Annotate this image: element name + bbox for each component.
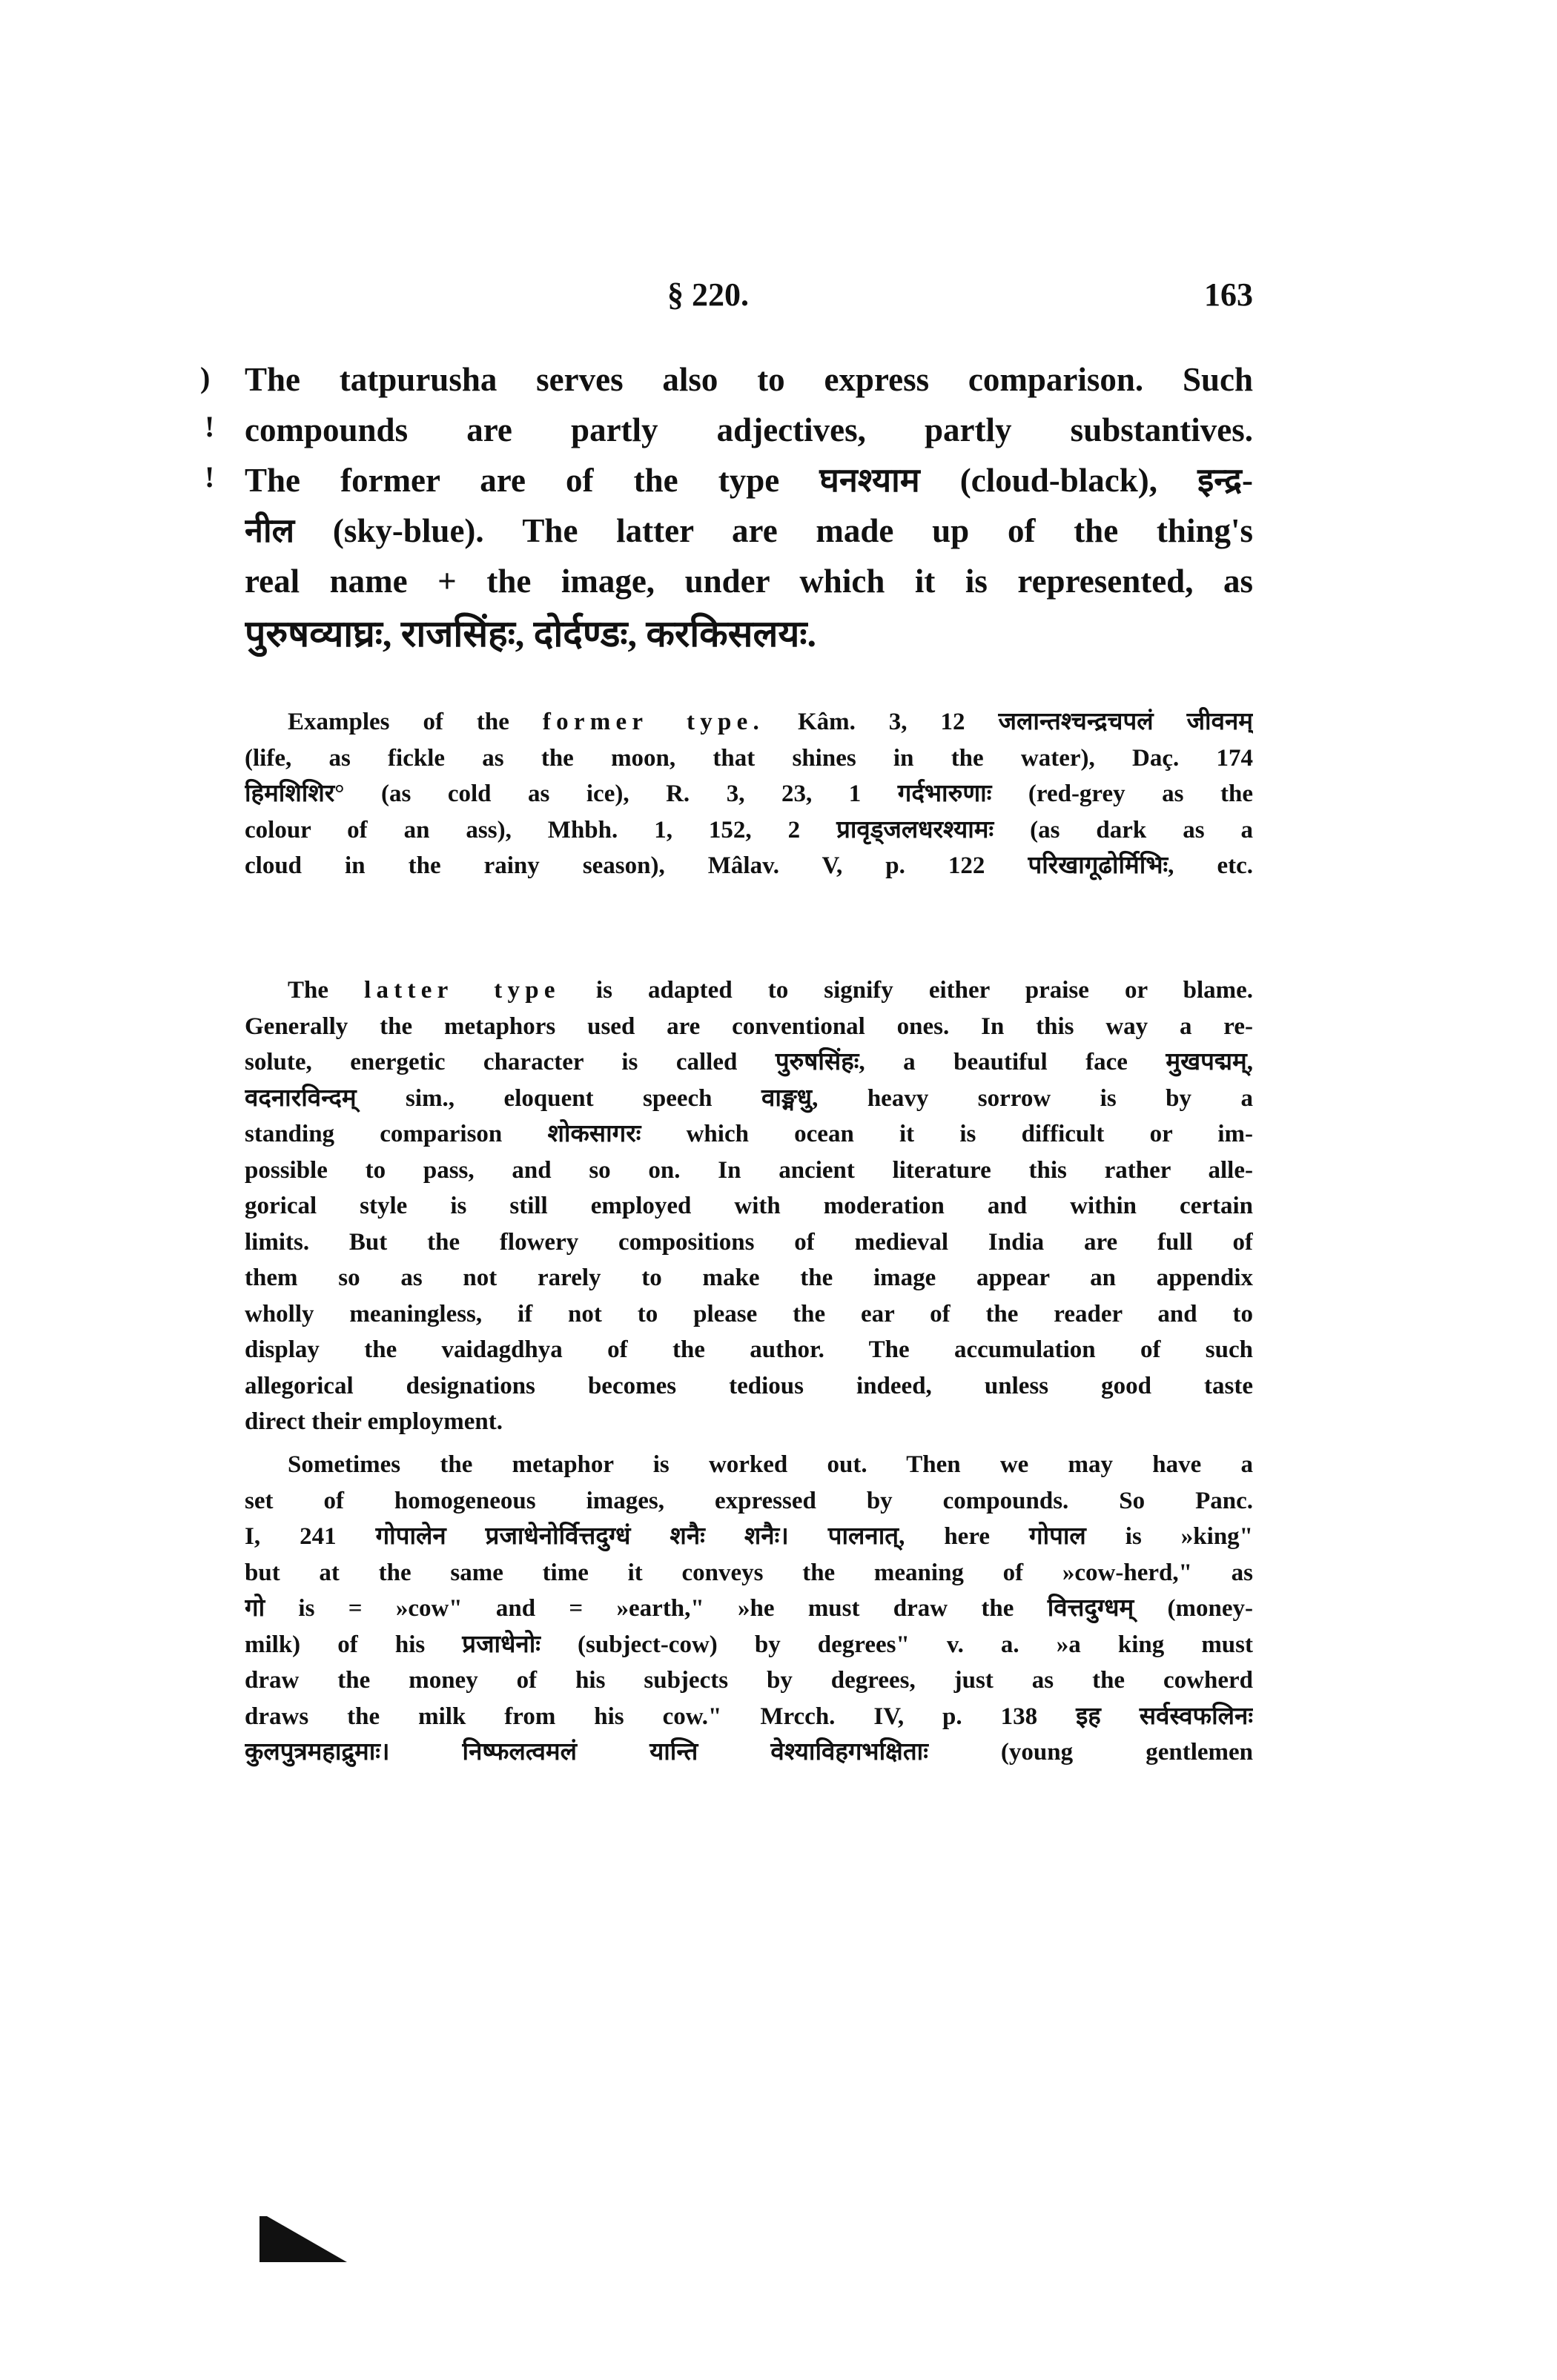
text-line: solute, energetic character is called पुरुषसिंहः, a beautiful face मुखपद्मम्, (245, 1049, 1253, 1075)
margin-mark: ) (200, 361, 211, 394)
running-header (245, 276, 1253, 320)
text-line: कुलपुत्रमहाद्रुमाः। निष्फलत्वमलं यान्ति वेश्याविहगभक्षिताः (young gentlemen (245, 1739, 1253, 1766)
text-line: allegorical designations becomes tedious indeed, unless good taste (245, 1372, 1253, 1399)
text-line: limits. But the flowery compositions of medieval India are full of (245, 1228, 1253, 1256)
text-line: gorical style is still employed with moderation and within certain (245, 1193, 1253, 1219)
text-line: वदनारविन्दम् sim., eloquent speech वाङ्मधु, heavy sorrow is by a (245, 1084, 1253, 1112)
text-line: I, 241 गोपालेन प्रजाधेनोर्वित्तदुग्धं शनैः शनैः। पालनात्, here गोपाल is »king" (245, 1523, 1253, 1550)
text-run: Examples of the (288, 709, 509, 735)
text-line: direct their employment. (245, 1408, 503, 1435)
text-line: but at the same time it conveys the meaning of »cow-herd," as (245, 1559, 1253, 1586)
page-turn-arrow-icon (260, 2216, 347, 2262)
text-line: नील (sky-blue). The latter are made up of the thing's (245, 512, 1253, 549)
text-run: Kâm. 3, 12 जलान्तश्चन्द्रचपलं जीवनम् (797, 709, 1253, 735)
margin-mark: ! (205, 410, 215, 443)
text-line (245, 972, 1253, 1009)
text-line (245, 704, 1253, 740)
examples-paragraph (245, 704, 1253, 884)
text-line: Generally the metaphors used are conventional ones. In this way a re- (245, 1012, 1253, 1040)
text-run: is adapted to signify either praise or blame. (595, 977, 1253, 1004)
text-line: milk) of his प्रजाधेनोः (subject-cow) by degrees" v. a. »a king must (245, 1631, 1253, 1658)
text-line: The former are of the type घनश्याम (cloud-black), इन्द्र- (245, 462, 1253, 499)
section-number: § 220. (667, 276, 749, 313)
text-line: The tatpurusha serves also to express comparison. Such (245, 361, 1253, 398)
text-line: real name + the image, under which it is represented, as (245, 563, 1253, 600)
latter-type-paragraph (245, 972, 1253, 1440)
text-line: standing comparison शोकसागरः which ocean it is difficult or im- (245, 1121, 1253, 1147)
text-line: draws the milk from his cow." Mrcch. IV, p. 138 इह सर्वस्वफलिनः (245, 1703, 1253, 1730)
margin-mark: ! (205, 460, 215, 494)
text-line: wholly meaningless, if not to please the ear of the reader and to (245, 1300, 1253, 1327)
spaced-term: latter type (364, 977, 561, 1004)
spaced-term: former type. (542, 709, 764, 735)
text-line: display the vaidagdhya of the author. The accumulation of such (245, 1336, 1253, 1363)
text-line: set of homogeneous images, expressed by compounds. So Panc. (245, 1487, 1253, 1514)
sometimes-paragraph (245, 1447, 1253, 1771)
text-line: cloud in the rainy season), Mâlav. V, p. 122 परिखागूढोर्मिभिः, etc. (245, 852, 1253, 879)
text-line: colour of an ass), Mhbh. 1, 152, 2 प्रावृड्जलधरश्यामः (as dark as a (245, 816, 1253, 843)
text-line: (life, as fickle as the moon, that shines in the water), Daç. 174 (245, 744, 1253, 772)
text-line: हिमशिशिर° (as cold as ice), R. 3, 23, 1 गर्दभारुणाः (red-grey as the (245, 780, 1253, 807)
text-line: draw the money of his subjects by degrees, just as the cowherd (245, 1667, 1253, 1694)
text-line: possible to pass, and so on. In ancient literature this rather alle- (245, 1156, 1253, 1184)
text-line: compounds are partly adjectives, partly substantives. (245, 411, 1253, 448)
page-number: 163 (1204, 276, 1253, 313)
text-line: Sometimes the metaphor is worked out. Then we may have a (288, 1451, 1253, 1478)
text-run: The (288, 977, 329, 1004)
text-line: पुरुषव्याघ्रः, राजसिंहः, दोर्दण्डः, करकिसलयः. (245, 613, 816, 654)
text-line: गो is = »cow" and = »earth," »he must draw the वित्तदुग्धम् (money- (245, 1595, 1253, 1622)
text-line: them so as not rarely to make the image appear an appendix (245, 1264, 1253, 1291)
paragraph-intro (245, 354, 1253, 661)
